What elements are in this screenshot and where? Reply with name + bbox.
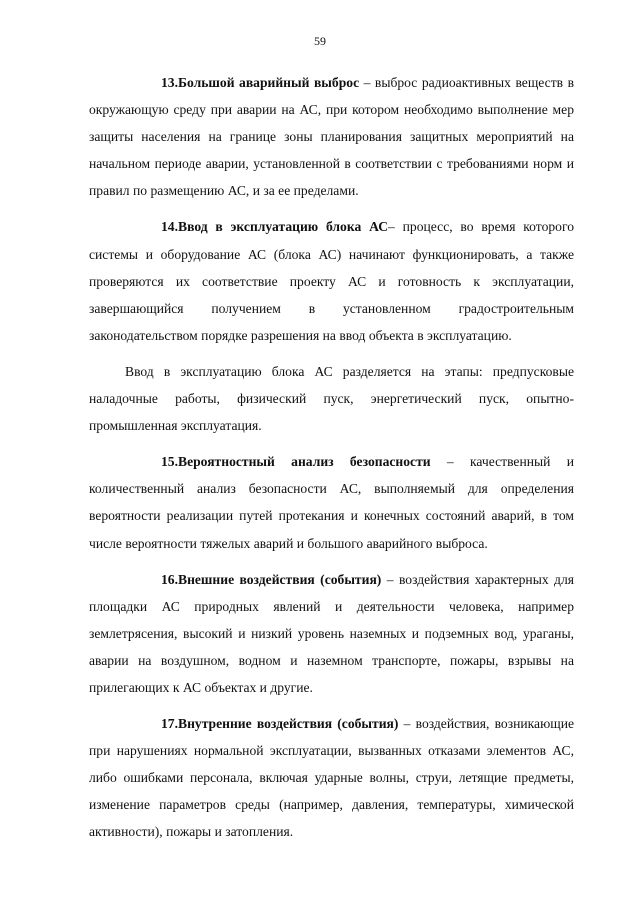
- item-term: Внутренние воздействия (события): [178, 716, 399, 732]
- page-number: 59: [314, 34, 326, 48]
- definition-item-17: [89, 710, 574, 845]
- item-definition: – выброс радиоактивных веществ в окружающую среду при аварии на АС, при котором необходимо выполнение мер защиты населения на границе зоны планирования защитных мероприятий на начальном периоде аварии, установленной в соответствии с требованиями норм и правил по размещению АС, и за ее пределами.: [89, 75, 574, 199]
- definition-item-16: [89, 566, 574, 701]
- item-definition: – воздействия характерных для площадки АС природных явлений и деятельности человека, например землетрясения, высокий и низкий уровень наземных и подземных вод, ураганы, аварии на воздушном, водном и наземном транспорте, пожары, взрывы на прилегающих к АС объектах и другие.: [89, 571, 574, 695]
- item-number: 13.: [161, 75, 178, 90]
- item-definition: – процесс, во время которого системы и оборудование АС (блока АС) начинают функционировать, а также проверяются их соответствие проекту АС и готовность к эксплуатации, завершающийся получением в установленном градостроительным законодательством порядке разрешения на ввод объекта в эксплуатацию.: [89, 219, 574, 343]
- item-definition: – качественный и количественный анализ безопасности АС, выполняемый для определения вероятности реализации путей протекания и конечных состояний аварий, в том числе вероятности тяжелых аварий и большого аварийного выброса.: [89, 454, 575, 551]
- item-term: Внешние воздействия (события): [178, 571, 382, 587]
- definition-item-13: [89, 69, 574, 204]
- paragraph-commissioning-stages: Ввод в эксплуатацию блока АС разделяется на этапы: предпусковые наладочные работы, физический пуск, энергетический пуск, опытно-промышленная эксплуатация.: [89, 363, 574, 434]
- item-number: 15.: [161, 454, 178, 470]
- item-term: Вероятностный анализ безопасности: [178, 454, 431, 470]
- definition-item-14: [89, 213, 574, 348]
- item-number: 14.: [161, 219, 178, 235]
- item-number: 16.: [161, 571, 178, 587]
- definition-item-15: [89, 448, 574, 556]
- document-body: [89, 69, 574, 846]
- item-term: Ввод в эксплуатацию блока АС: [178, 219, 389, 235]
- item-term: Большой аварийный выброс: [178, 75, 360, 90]
- item-definition: – воздействия, возникающие при нарушениях нормальной эксплуатации, вызванных отказами элементов АС, либо ошибками персонала, включая ударные волны, струи, летящие предметы, изменение параметров среды (например, давления, температуры, химической активности), пожары и затопления.: [89, 716, 575, 840]
- item-number: 17.: [161, 716, 178, 732]
